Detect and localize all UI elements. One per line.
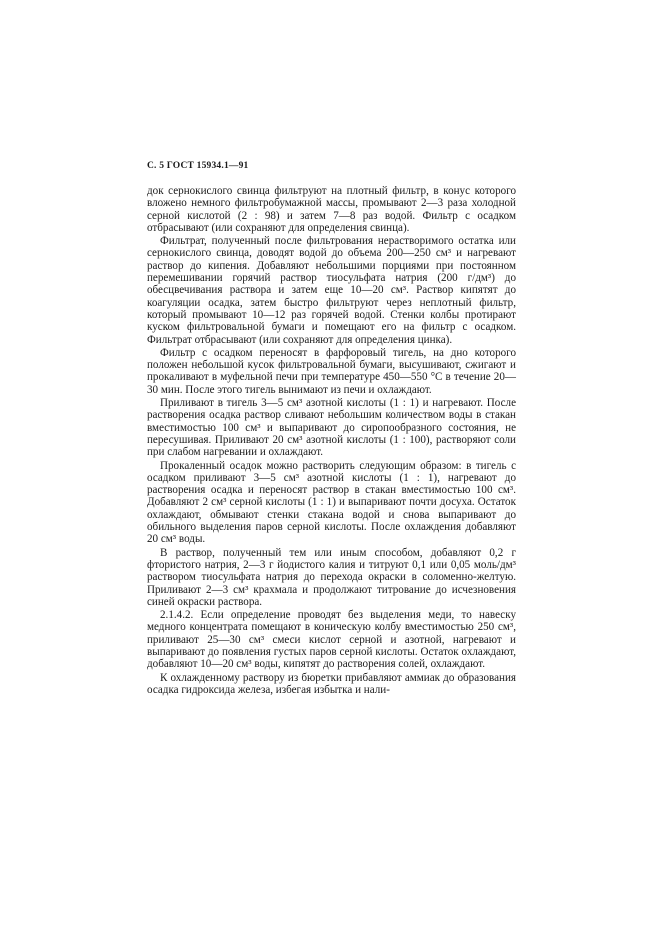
document-body (147, 185, 516, 697)
paragraph: Приливают в тигель 3—5 см³ азотной кислоты (1 : 1) и нагревают. После растворения осадка раствор сливают небольшим количеством воды в стакан вместимостью 100 см³ и выпаривают до сиропообразного состояния, не пересушивая. Приливают 20 см³ азотной кислоты (1 : 100), растворяют соли при слабом нагревании и охлаждают. (147, 397, 516, 459)
paragraph: Фильтрат, полученный после фильтрования нерастворимого остатка или сернокислого свинца, доводят водой до объема 200—250 см³ и нагревают раствор до кипения. Добавляют небольшими порциями при постоянном перемешивании горячий раствор тиосульфата натрия (200 г/дм³) до обесцвечивания раствора и затем еще 10—20 см³. Раствор кипятят до коагуляции осадка, затем быстро фильтруют через неплотный фильтр, который промывают 10—12 раз горячей водой. Стенки колбы протирают куском фильтровальной бумаги и помещают его на фильтр с осадком. Фильтрат отбрасывают (или сохраняют для определения цинка). (147, 235, 516, 346)
paragraph: 2.1.4.2. Если определение проводят без выделения меди, то навеску медного концентрата помещают в коническую колбу вместимостью 250 см³, приливают 25—30 см³ смеси кислот серной и азотной, нагревают и выпаривают до появления густых паров серной кислоты. Остаток охлаждают, добавляют 10—20 см³ воды, кипятят до растворения солей, охлаждают. (147, 609, 516, 671)
paragraph: В раствор, полученный тем или иным способом, добавляют 0,2 г фтористого натрия, 2—3 г йодистого калия и титруют 0,1 или 0,05 моль/дм³ раствором тиосульфата натрия до перехода окраски в соломенно-желтую. Приливают 2—3 см³ крахмала и продолжают титрование до исчезновения синей окраски раствора. (147, 546, 516, 608)
running-head: С. 5 ГОСТ 15934.1—91 (147, 161, 249, 171)
paragraph: К охлажденному раствору из бюретки прибавляют аммиак до образования осадка гидроксида железа, избегая избытка и нали- (147, 671, 516, 696)
paragraph: Прокаленный осадок можно растворить следующим образом: в тигель с осадком приливают 3—5 см³ азотной кислоты (1 : 1), нагревают до растворения осадка и переносят раствор в стакан вместимостью 100 см³. Добавляют 2 см³ серной кислоты (1 : 1) и выпаривают почти досуха. Остаток охлаждают, обмывают стенки стакана водой и снова выпаривают до обильного выделения паров серной кислоты. После охлаждения добавляют 20 см³ воды. (147, 459, 516, 546)
paragraph: Фильтр с осадком переносят в фарфоровый тигель, на дно которого положен небольшой кусок фильтровальной бумаги, высушивают, сжигают и прокаливают в муфельной печи при температуре 450—550 °С в течение 20—30 мин. После этого тигель вынимают из печи и охлаждают. (147, 346, 516, 396)
paragraph: док сернокислого свинца фильтруют на плотный фильтр, в конус которого вложено немного фильтробумажной массы, промывают 2—3 раза холодной серной кислотой (2 : 98) и затем 7—8 раз водой. Фильтр с осадком отбрасывают (или сохраняют для определения свинца). (147, 185, 516, 234)
